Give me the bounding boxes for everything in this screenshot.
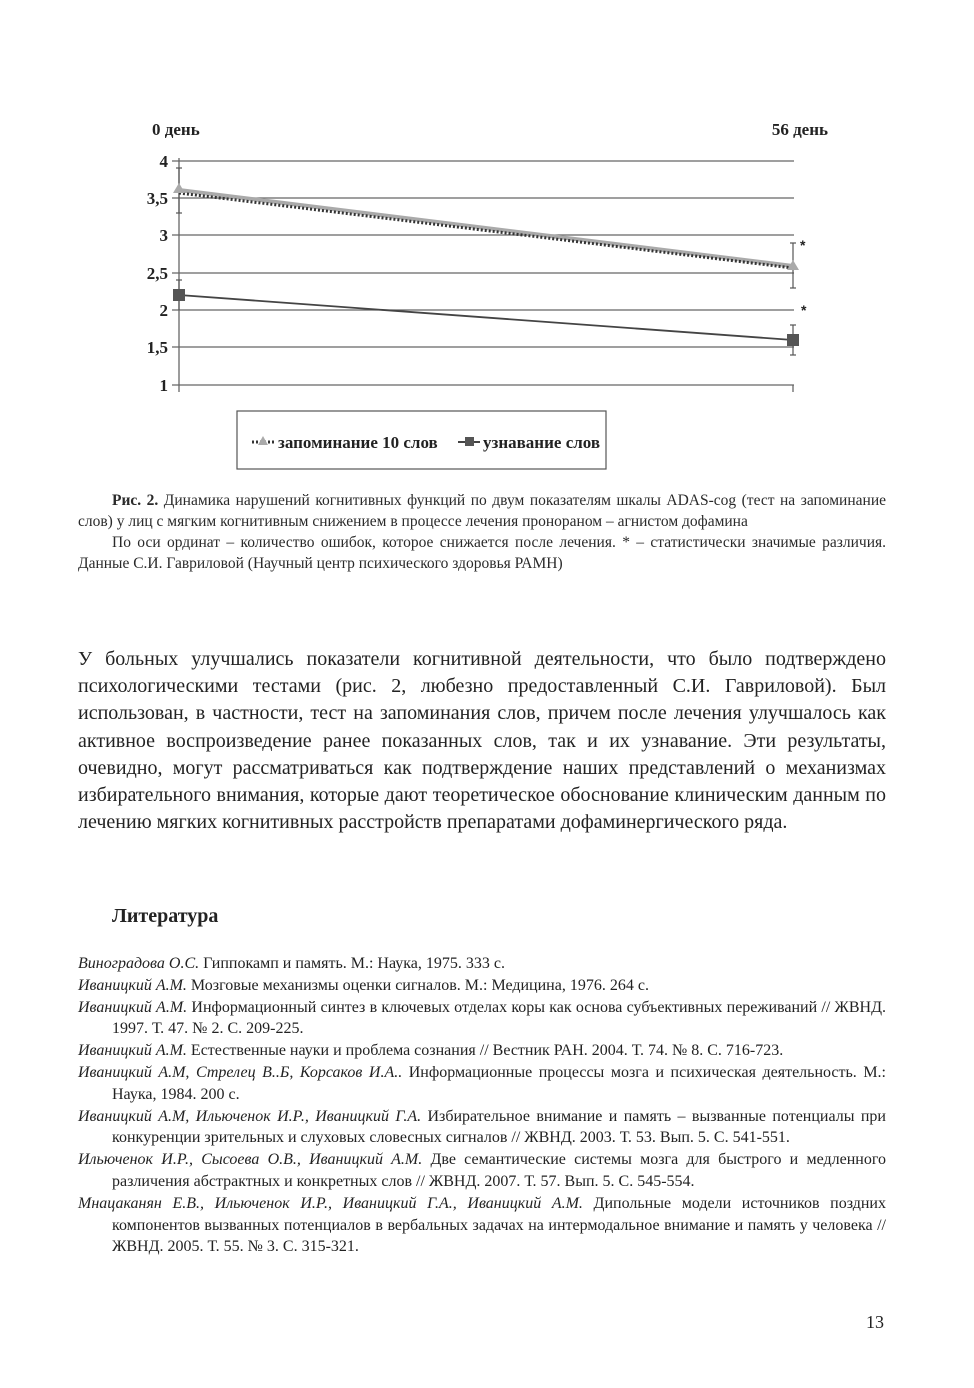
svg-text:4: 4: [159, 152, 168, 171]
figure-chart: [140, 100, 840, 480]
line-chart: [140, 100, 840, 480]
triangle-marker: [173, 183, 185, 193]
x-label-left: 0 день: [152, 120, 200, 139]
svg-text:*: *: [801, 302, 807, 318]
caption-main: [78, 490, 886, 532]
legend: [237, 411, 606, 469]
reference-item: Иваницкий А.М. Мозговые механизмы оценки сигналов. М.: Медицина, 1976. 264 с.: [78, 976, 649, 994]
svg-text:2: 2: [159, 301, 168, 320]
references-title: Литература: [112, 905, 219, 927]
caption-label: Рис. 2.: [112, 492, 159, 509]
x-label-right: 56 день: [771, 120, 828, 139]
significance-markers: [800, 237, 807, 318]
reference-item: Мнацаканян Е.В., Ильюченок И.Р., Иваницкий Г.А., Иваницкий А.М. Дипольные модели источников поздних компонентов вызванных потенциалов в вербальных задачах на интермодальное внимание и память у человека // ЖВНД. 2005. Т. 55. № 3. С. 315-321.: [78, 1194, 886, 1256]
svg-text:1,5: 1,5: [146, 338, 168, 357]
references-list: [78, 953, 886, 1258]
legend-recognition: узнавание слов: [483, 433, 601, 452]
reference-item: Виноградова О.С. Гиппокамп и память. М.: Наука, 1975. 333 с.: [78, 955, 506, 972]
svg-text:*: *: [800, 237, 806, 253]
series-recognition: [173, 289, 799, 346]
square-marker: [787, 334, 799, 346]
svg-text:3: 3: [159, 226, 168, 245]
svg-text:1: 1: [159, 376, 168, 395]
error-bars: [176, 168, 796, 355]
page-number: 13: [866, 1312, 884, 1332]
y-axis-ticks: [147, 152, 169, 395]
reference-item: Иваницкий А.М, Ильюченок И.Р., Иваницкий Г.А. Избирательное внимание и память – вызванные потенциалы при конкуренции зрительных и слуховых словесных сигналов // ЖВНД. 2003. Т. 53. Вып. 5. С. 541-551.: [78, 1107, 886, 1147]
reference-item: Ильюченок И.Р., Сысоева О.В., Иваницкий А.М. Две семантические системы мозга для быстрого и медленного различения абстрактных и конкретных слов // ЖВНД. 2007. Т. 57. Вып. 5. С. 545-554.: [78, 1151, 886, 1190]
caption-note: По оси ординат – количество ошибок, которое снижается после лечения. * – статистически значимые различия. Данные С.И. Гавриловой (Научный центр психического здоровья РАМН): [78, 534, 886, 572]
svg-text:3,5: 3,5: [146, 189, 168, 208]
figure-caption: [78, 490, 886, 574]
legend-memorization: запоминание 10 слов: [278, 433, 438, 452]
reference-item: Иваницкий А.М, Стрелец В..Б, Корсаков И.А.. Информационные процессы мозга и психическая деятельность. М.: Наука, 1984. 200 с.: [78, 1063, 887, 1103]
body-paragraph: У больных улучшались показатели когнитивной деятельности, что было подтверждено психологическими тестами (рис. 2, любезно предоставленный С.И. Гавриловой). Был использован, в частности, тест на запоминания слов, причем после лечения улучшалось как активное воспроизведение ранее показанных слов, так и их узнавание. Эти результаты, очевидно, могут рассматриваться как подтверждение наших представлений о механизмах избирательного внимания, которые дают теоретическое обоснование клиническим данным по лечению мягких когнитивных расстройств препаратами дофаминергического ряда.: [78, 648, 886, 834]
reference-item: Иваницкий А.М. Информационный синтез в ключевых отделах коры как основа субъективных переживаний // ЖВНД. 1997. Т. 47. № 2. С. 209-225.: [78, 998, 886, 1038]
caption-text: Динамика нарушений когнитивных функций по двум показателям шкалы ADAS-cog (тест на запоминание слов) у лиц с мягким когнитивным снижением в процессе лечения пронораном – агнистом дофамина: [78, 492, 886, 530]
svg-text:2,5: 2,5: [146, 264, 168, 283]
square-marker: [173, 289, 185, 301]
gridlines: [172, 158, 794, 392]
reference-item: Иваницкий А.М. Естественные науки и проблема сознания // Вестник РАН. 2004. Т. 74. № 8. С. 716-723.: [78, 1042, 784, 1060]
series-memorization: [173, 183, 799, 270]
